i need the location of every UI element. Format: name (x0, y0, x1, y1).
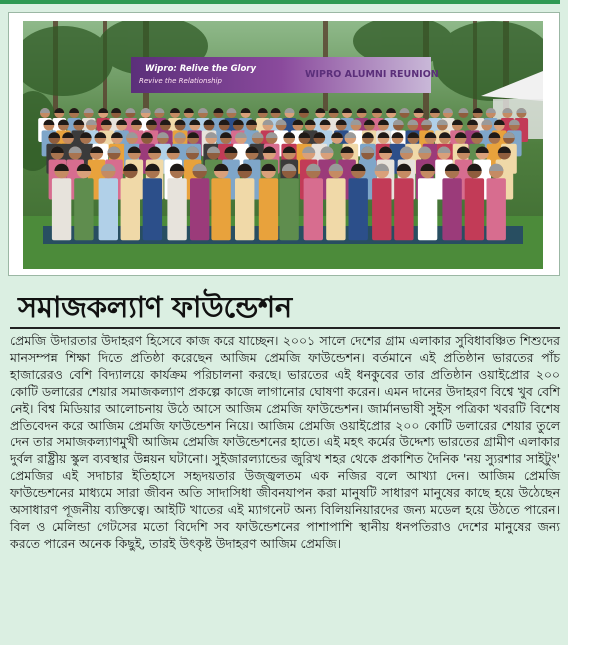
person-body (190, 178, 209, 240)
article-headline: সমাজকল্যাণ ফাউন্ডেশন (18, 290, 292, 324)
person-body (442, 178, 461, 240)
person-body (465, 178, 484, 240)
headline-divider (10, 327, 560, 329)
person-body (99, 178, 118, 240)
person-body (259, 178, 278, 240)
person-body (167, 178, 186, 240)
article-body: প্রেমজি উদারতার উদাহরণ হিসেবে কাজ করে যাচ্ছেন। ২০০১ সালে দেশের গ্রাম এলাকার সুবিধাবঞ্চিত শিশুদের মানসম্পন্ন শিক্ষা দিতে প্রতিষ্ঠা করেছেন আজিম প্রেমজি ফাউন্ডেশন। বর্তমানে এই প্রতিষ্ঠান ভারতের পাঁচ হাজারেরও বেশি বিদ্যালয়ে কার্যক্রম পরিচালনা করছে। ভারতের এই ধনকুবের তার প্রতিষ্ঠান ওয়াইপ্রোর ২০০ কোটি ডলারের শেয়ার সমাজকল্যাণ প্রকল্পে কাজে লাগানোর ঘোষণা করেন। এমন দানের উদাহরণ বিশ্বে খুব বেশি নেই। বিশ্ব মিডিয়ার আলোচনায় উঠে আসে আজিম প্রেমজি ফাউন্ডেশন। জার্মানভাষী সুইস পত্রিকা খবরটি বিশেষ প্রতিবেদন করে আজিম প্রেমজি ফাউন্ডেশন নিয়ে। আজিম প্রেমজি ওয়াইপ্রোর ২০০ কোটি ডলারের শেয়ার তুলে দেন তার সমাজকল্যাণমুখী আজিম প্রেমজি ফাউন্ডেশনের হাতে। এই মহৎ কর্মের উদ্দেশ্য ভারতের গ্রামীণ এলাকার দুর্বল রাষ্ট্রীয় স্কুল ব্যবস্থার উন্নয়ন ঘটানো। সুইজারল্যান্ডের জুরিখ শহর থেকে প্রকাশিত দৈনিক 'নয় স্যুরশার সাইটুং' প্রেমজির এই সদাচার ইতিহাসে সহৃদয়তার উজ্জ্বলতম এক নজির বলে আখ্যা দেন। আজিম প্রেমজি ফাউন্ডেশনের মাধ্যমে সারা জীবন অতি সাদাসিধা জীবনযাপন করা মানুষটি সাধারণ মানুষের কাছে হয়ে উঠেছেন অসাধারণ পূজনীয় ব্যক্তিত্বে। আইটি খাতের এই ম্যাগনেট অন্য বিলিয়নিয়ারদের জন্য মডেল হয়ে উঠতে পারেন। বিল ও মেলিন্ডা গেটসের মতো বিদেশি সব ফাউন্ডেশনের পাশাপাশি স্থানীয় ধনপতিরাও দেশের মানুষের জন্য করতে পারেন অনেক কিছুই, তারই উৎকৃষ্ট উদাহরণ আজিম প্রেমজি। (10, 333, 560, 551)
photo-frame (8, 12, 560, 276)
person-body (52, 178, 71, 240)
person-body (326, 178, 345, 240)
person-body (143, 178, 162, 240)
person-body (304, 178, 323, 240)
top-color-rule (0, 0, 560, 4)
person-body (372, 178, 391, 240)
person-body (349, 178, 368, 240)
person-body (235, 178, 254, 240)
person-body (74, 178, 93, 240)
crowd (38, 108, 528, 240)
banner-text-left-1: Wipro: Relive the Glory (145, 64, 257, 74)
group-photo (23, 21, 543, 269)
group-photo-illustration (23, 21, 543, 269)
banner-text-right: WIPRO ALUMNI REUNION (305, 69, 439, 80)
banner-text-left-2: Revive the Relationship (139, 77, 222, 85)
person-body (394, 178, 413, 240)
person-body (121, 178, 140, 240)
person-body (487, 178, 506, 240)
person-body (211, 178, 230, 240)
person-body (279, 178, 298, 240)
person-body (418, 178, 437, 240)
